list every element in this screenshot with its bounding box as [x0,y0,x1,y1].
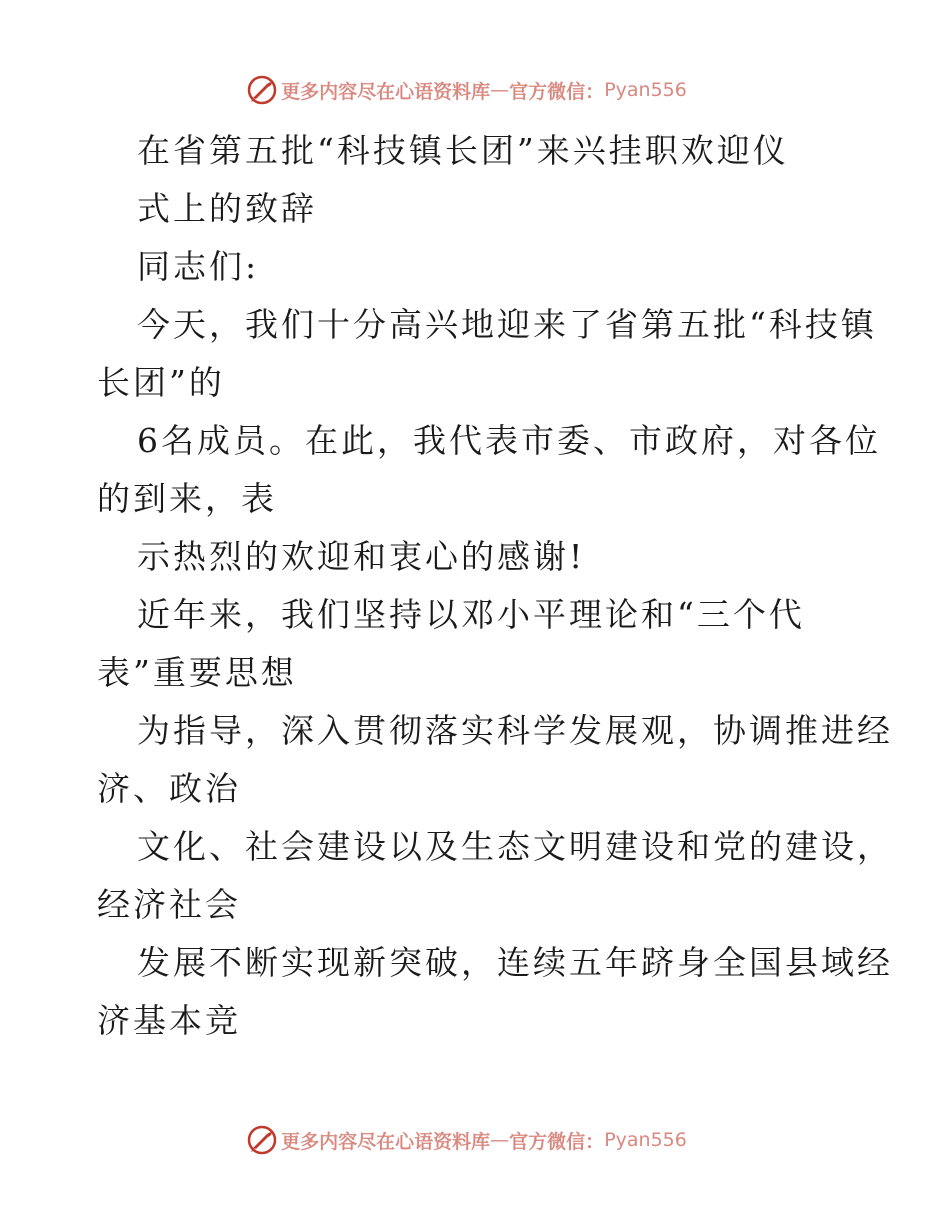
paragraph-line: 示热烈的欢迎和衷心的感谢! [137,537,586,576]
paragraph-line: 文化、社会建设以及生态文明建设和党的建设， [137,827,893,866]
title-line-2: 式上的致辞 [137,189,317,228]
banner-wechat-id: Pyan556 [604,1129,687,1151]
header-banner [0,70,950,110]
document-body [97,122,893,1050]
paragraph-line: 济基本竞 [97,1001,241,1040]
banner-wechat-label: 官方微信： [509,1130,605,1153]
banner-wechat-label: 官方微信： [509,80,605,103]
paragraph-line: 近年来，我们坚持以邓小平理论和“三个代 [137,595,805,634]
salutation: 同志们: [137,247,260,286]
title-line-1: 在省第五批“科技镇长团”来兴挂职欢迎仪 [137,131,789,170]
paragraph-line: 今天，我们十分高兴地迎来了省第五批“科技镇 [137,305,877,344]
banner-main-text: 更多内容尽在心语资料库 [281,1130,491,1153]
paragraph-line: 发展不断实现新突破，连续五年跻身全国县域经 [137,943,893,982]
paragraph-line: 6名成员。在此，我代表市委、市政府，对各位 [137,421,881,460]
banner-dash: — [490,1129,510,1151]
paragraph-line: 经济社会 [97,885,241,924]
banner-dash: — [490,79,510,101]
banner-main-text: 更多内容尽在心语资料库 [281,80,491,103]
paragraph-line: 的到来，表 [97,479,277,518]
paragraph-line: 长团”的 [97,363,225,402]
paragraph-line: 表”重要思想 [97,653,297,692]
paragraph-line: 济、政治 [97,769,241,808]
paragraph-line: 为指导，深入贯彻落实科学发展观，协调推进经 [137,711,893,750]
quill-pen-icon [247,75,277,105]
footer-banner [0,1120,950,1160]
quill-pen-icon [247,1125,277,1155]
banner-wechat-id: Pyan556 [604,79,687,101]
